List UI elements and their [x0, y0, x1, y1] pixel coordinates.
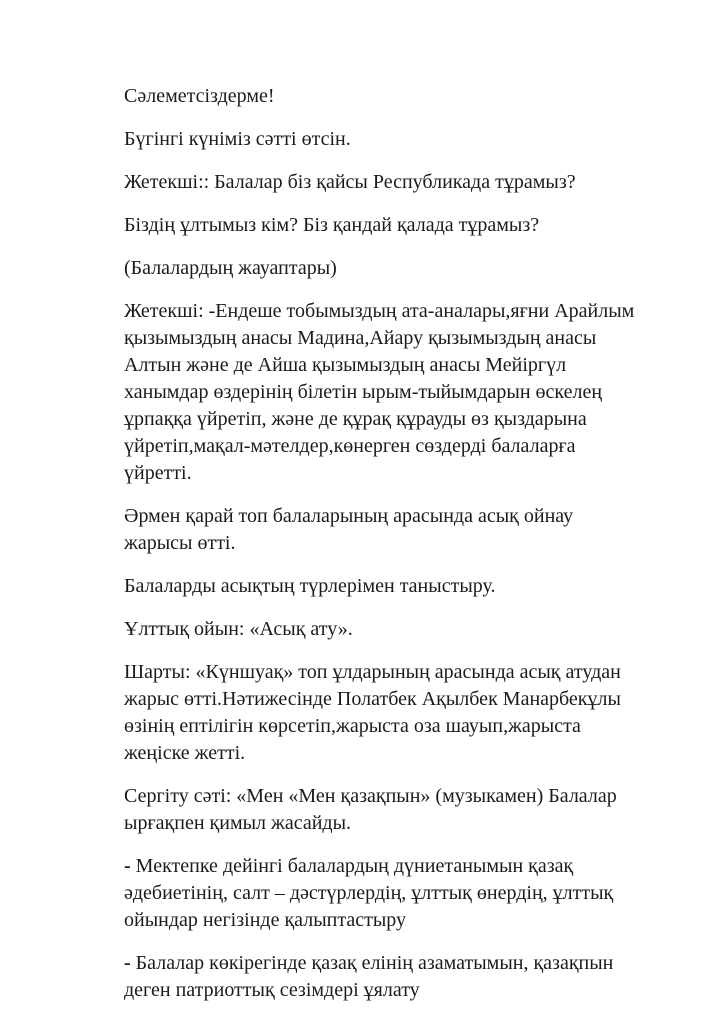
paragraph: - Балалар көкірегінде қазақ елінің азаматымын, қазақпын деген патриоттық сезімдері ұялату [124, 952, 614, 1001]
paragraph: Әрмен қарай топ балаларының арасында асық ойнау жарысы өтті. [124, 505, 574, 554]
paragraph: - Мектепке дейінгі балалардың дүниетанымын қазақ әдебиетінің, салт – дәстүрлердің, ұлттық өнердің, ұлттық ойындар негізінде қалыптастыру [124, 855, 614, 931]
paragraph: (Балалардың жауаптары) [124, 257, 337, 279]
paragraph-bold-lead: - [124, 952, 131, 974]
paragraph: Шарты: «Күншуақ» топ ұлдарының арасында асық атудан жарыс өтті.Нәтижесінде Полатбек Ақылбек Манарбекұлы өзінің ептілігін көрсетіп,жарыста оза шауып,жарыста жеңіске жетті. [124, 661, 621, 764]
paragraph: Жетекші:: Балалар біз қайсы Республикада тұрамыз? [124, 171, 576, 193]
paragraph: Жетекші: -Ендеше тобымыздың ата-аналары,яғни Арайлым қызымыздың анасы Мадина,Айару қызымыздың анасы Алтын және де Айша қызымыздың анасы Мейіргүл ханымдар өздерінің білетін ырым-тыйымдарын өскелең ұрпаққа үйретіп, және де құрақ құрауды өз қыздарына үйретіп,мақал-мәтелдер,көнерген сөздерді балаларға үйретті. [124, 300, 635, 484]
paragraph: Сергіту сәті: «Мен «Мен қазақпын» (музыкамен) Балалар ырғақпен қимыл жасайды. [124, 785, 617, 834]
paragraph: Балаларды асықтың түрлерімен таныстыру. [124, 575, 496, 597]
paragraph: Сәлеметсіздерме! [124, 85, 275, 107]
paragraph: Ұлттық ойын: «Асық ату». [124, 618, 353, 640]
document-content [124, 83, 638, 1020]
paragraph: Біздің ұлтымыз кім? Біз қандай қалада тұрамыз? [124, 214, 540, 236]
paragraph-bold-lead: - [124, 855, 131, 877]
paragraph: Бүгінгі күніміз сәтті өтсін. [124, 128, 351, 150]
